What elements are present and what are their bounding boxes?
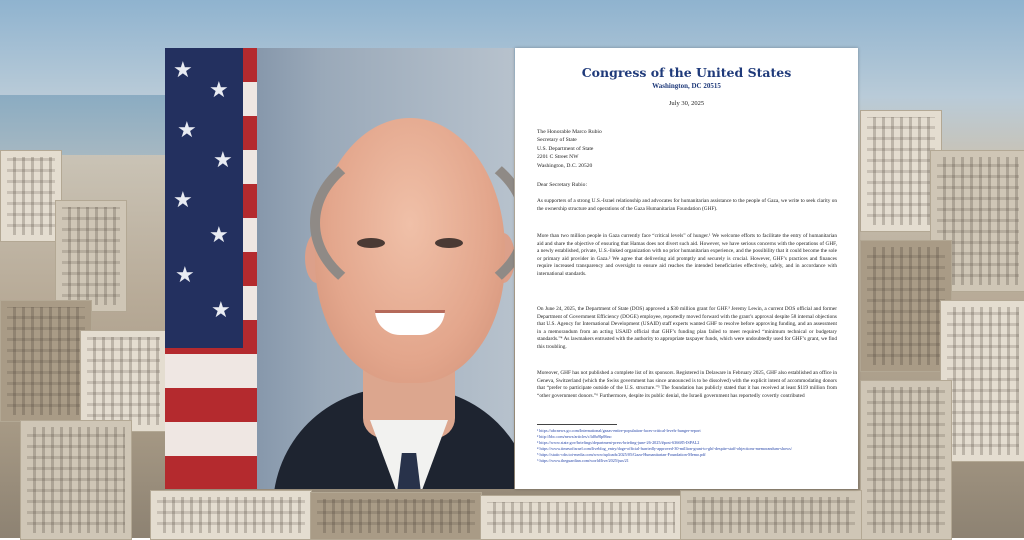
american-flag: ★ ★ ★ ★ ★ ★ ★ ★: [165, 48, 257, 489]
building: [860, 240, 952, 372]
building: [0, 150, 62, 242]
eye: [357, 238, 385, 248]
address-line: Secretary of State: [537, 137, 577, 144]
letterhead-city: Washington, DC 20515: [652, 82, 721, 90]
address-line: 2201 C Street NW: [537, 154, 579, 161]
footnote-link[interactable]: ³ https://www.state.gov/briefings/department-press-briefing-june-26-2025/#post-636685-ISPAL2: [537, 440, 700, 446]
eye: [435, 238, 463, 248]
building: [0, 300, 92, 422]
footnote-rule: [537, 424, 617, 425]
footnotes: [537, 428, 837, 465]
building: [150, 490, 312, 540]
congress-letter: [515, 48, 858, 489]
building: [310, 492, 482, 540]
footnote-link[interactable]: ¹ https://abcnews.go.com/International/gazas-entire-population-faces-critical-levels-hunger-report: [537, 428, 701, 433]
letter-date: July 30, 2025: [668, 100, 705, 107]
building: [55, 200, 127, 312]
letterhead-title: Congress of the United States: [581, 65, 792, 80]
address-line: Washington, D.C. 20520: [537, 162, 593, 169]
footnote-link[interactable]: ⁶ https://www.theguardian.com/world/live/2025/jun/21: [537, 458, 629, 464]
recipient-address: [537, 128, 602, 170]
paragraph: As supporters of a strong U.S.-Israel relationship and advocates for humanitarian assistance to the people of Gaza, we write to seek clarity on the ownership structure and operations of the Gaza Humanitarian Foundation (GHF).: [537, 198, 837, 212]
paragraph: More than two million people in Gaza currently face “critical levels” of hunger.¹ We welcome efforts to facilitate the entry of humanitarian aid and share the objective of ensuring that Hamas does not divert such aid. However, we have serious concerns with the operations of GHF, a newly established, private, U.S.-linked organization with no prior humanitarian experience, and the possibility that it could become the sole or primary aid provider in Gaza.² We agree that delivering aid promptly and securely is crucial. However, GHF’s practices and finances require increased transparency and oversight to ensure aid reaches the intended beneficiaries effectively, safely, and in accordance with international standards.: [537, 233, 837, 277]
building: [20, 420, 132, 540]
footnote-link[interactable]: ² http://bbc.com/news/articles/c3d0a9lp06no: [537, 434, 612, 440]
footnote-link[interactable]: ⁴ https://www.timesofisrael.com/liveblog_entry/doge-official-hurriedly-approved-30-million-grant-to-ghf-despite-staff-objections-memorandum-shows/: [537, 446, 792, 452]
building: [860, 380, 952, 540]
salutation: Dear Secretary Rubio:: [537, 182, 588, 188]
paragraph: Moreover, GHF has not published a complete list of its sponsors. Registered in Delaware in February 2025, GHF also established an office in Geneva, Switzerland (which the Swiss government has since announced is to be dissolved) with the explicit intent of accommodating donors that “prefer to participate outside of the U.S. structure.”⁵ The foundation has publicly stated that it has received at least $119 million from “other government donors.”⁶ Furthermore, despite its public denial, the Israeli government has reportedly covertly contributed: [537, 370, 837, 399]
address-line: The Honorable Marco Rubio: [537, 129, 602, 135]
paragraph: On June 24, 2025, the Department of State (DOS) approved a $30 million grant for GHF.³ Jeremy Lewin, a current DOS official and former Department of Government Efficiency (DOGE) employee, reportedly moved forward with the grant’s approval despite 58 internal objections that U.S. Agency for International Development (USAID) staff experts wanted GHF to resolve before approving funding, and an assessment in a memorandum from an acting USAID official that GHF’s funding plan failed to meet required “minimum technical or budgetary standards.”⁴ As lawmakers entrusted with the authority to appropriate taxpayer funds, which were undoubtedly used for GHF’s grant, we find this troubling.: [537, 306, 837, 350]
building: [80, 330, 167, 432]
building: [940, 300, 1024, 462]
address-line: U.S. Department of State: [537, 145, 594, 152]
building: [480, 495, 682, 540]
footnote-link[interactable]: ⁵ https://static-cdn.toi-media.com/www/uploads/2025/05/Gaza-Humanitarian-Foundation-Memo.pdf: [537, 452, 706, 458]
portrait-photo: [165, 48, 514, 489]
building: [680, 490, 862, 540]
sea: [0, 95, 170, 155]
hair: [310, 138, 514, 308]
